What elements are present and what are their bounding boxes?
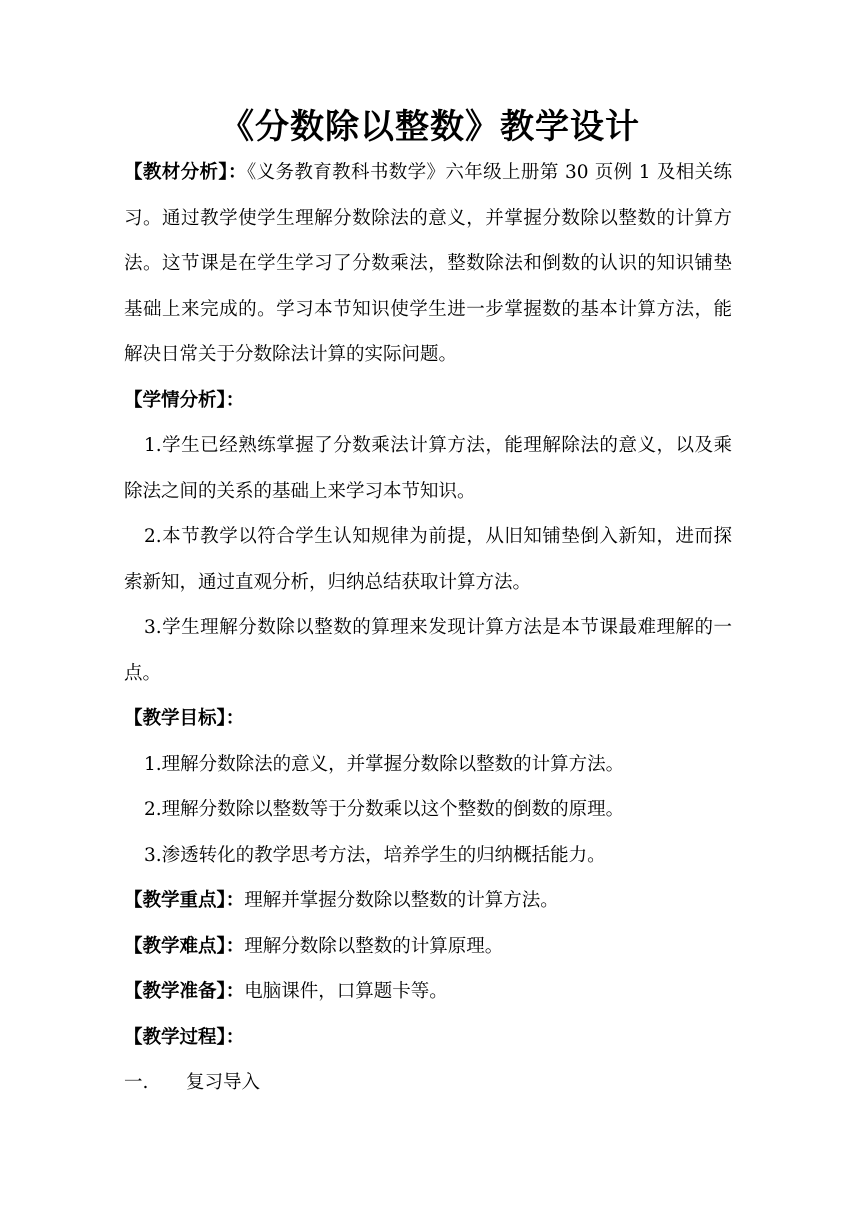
goal-item-1: 1.理解分数除法的意义，并掌握分数除以整数的计算方法。 (144, 753, 625, 775)
goals-label: 【教学目标】： (124, 708, 245, 729)
preparation-label: 【教学准备】： (124, 981, 245, 1002)
student-item-2: 2.本节教学以符合学生认知规律为前提，从旧知铺垫倒入新知，进而探索新知，通过直观分析，归纳总结获取计算方法。 (124, 526, 732, 593)
difficulty-paragraph (124, 924, 732, 970)
student-item-3: 3.学生理解分数除以整数的算理来发现计算方法是本节课最难理解的一点。 (124, 617, 732, 684)
preparation-text: 电脑课件，口算题卡等。 (244, 981, 448, 1002)
document-body (124, 150, 732, 1106)
process-step-number: 一. (124, 1072, 149, 1093)
document-title: 《分数除以整数》教学设计 (220, 107, 640, 147)
key-point-label: 【教学重点】： (124, 890, 245, 911)
difficulty-text: 理解分数除以整数的计算原理。 (244, 935, 504, 957)
process-step-text: 复习导入 (186, 1072, 261, 1093)
student-label: 【学情分析】： (124, 389, 245, 411)
goal-item-3: 3.渗透转化的教学思考方法，培养学生的归纳概括能力。 (144, 844, 606, 866)
key-point-paragraph (124, 878, 732, 924)
process-step-1 (124, 1060, 732, 1106)
key-point-text: 理解并掌握分数除以整数的计算方法。 (244, 890, 559, 911)
goal-item-2: 2.理解分数除以整数等于分数乘以这个整数的倒数的原理。 (144, 799, 625, 820)
analysis-paragraph (124, 150, 732, 378)
analysis-label: 【教材分析】： (124, 162, 247, 183)
difficulty-label: 【教学难点】： (124, 935, 245, 957)
analysis-text: 《义务教育教科书数学》六年级上册第 30 页例 1 及相关练习。通过教学使学生理解分数除法的意义，并掌握分数除以整数的计算方法。这节课是在学生学习了分数乘法，整数除法和倒数的认识的知识铺垫基础上来完成的。学习本节知识使学生进一步掌握数的基本计算方法，能解决日常关于分数除法计算的实际问题。 (124, 162, 732, 365)
student-item-1: 1.学生已经熟练掌握了分数乘法计算方法，能理解除法的意义，以及乘除法之间的关系的基础上来学习本节知识。 (124, 435, 732, 502)
preparation-paragraph (124, 969, 732, 1015)
process-label: 【教学过程】： (124, 1026, 245, 1048)
